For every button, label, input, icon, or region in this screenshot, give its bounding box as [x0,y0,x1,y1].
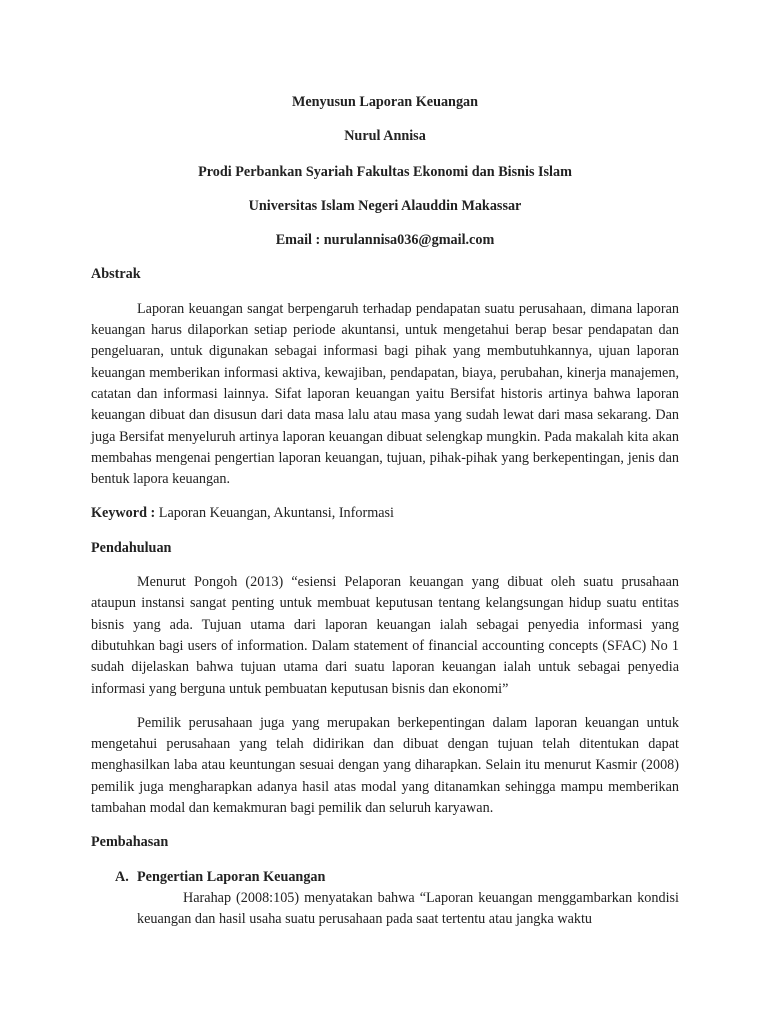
author-email: Email : nurulannisa036@gmail.com [275,232,495,249]
section-a-text: Harahap (2008:105) menyatakan bahwa “Laporan keuangan menggambarkan kondisi keuangan dan hasil usaha suatu perusahaan pada saat tertentu atau jangka waktu [137,889,679,928]
section-a-heading [115,867,679,888]
study-program: Prodi Perbankan Syariah Fakultas Ekonomi dan Bisnis Islam [198,163,572,180]
abstract-text: Laporan keuangan sangat berpengaruh terhadap pendapatan suatu perusahaan, dimana laporan keuangan harus dilaporkan setiap periode akuntansi, untuk mengetahui berap besar pendapatan dan pengeluaran, untuk digunakan sebagai informasi bagi pihak yang membutuhkannya, ujuan laporan keuangan memberikan informasi aktiva, kewajiban, pendapatan, biaya, perubahan, kinerja manajemen, catatan dan informasi lainnya. Sifat laporan keuangan yaitu Bersifat historis artinya bahwa laporan keuangan dibuat dan disusun dari data masa lalu atau masa yang sudah lewat dari masa sekarang. Dan juga Bersifat menyeluruh artinya laporan keuangan dibuat selengkap mungkin. Pada makalah kita akan membahas mengenai pengertian laporan keuangan, tujuan, pihak-pihak yang berkepentingan, jenis dan bentuk lapora keuangan. [91,300,679,488]
discussion-heading: Pembahasan [91,834,169,851]
section-a-title: Pengertian Laporan Keuangan [137,868,326,885]
university-name: Universitas Islam Negeri Alauddin Makassar [248,197,522,214]
section-a-number: A. [115,868,129,885]
intro-heading: Pendahuluan [91,539,172,556]
author-name: Nurul Annisa [344,128,426,145]
document-title: Menyusun Laporan Keuangan [291,94,479,110]
abstract-heading: Abstrak [91,266,141,283]
intro-paragraph-1: Menurut Pongoh (2013) “esiensi Pelaporan keuangan yang dibuat oleh suatu prusahaan ataupun instansi sangat penting untuk membuat keputusan tentang kelangsungan hidup suatu entitas bisnis yang ada. Tujuan utama dari laporan keuangan ialah sebagai penyedia informasi yang dibutuhkan bagi users of information. Dalam statement of financial accounting concepts (SFAC) No 1 sudah dijelaskan bahwa tujuan utama dari suatu laporan keuangan ialah untuk sebagai penyedia informasi yang berguna untuk pembuatan keputusan bisnis dan ekonomi” [91,574,679,697]
keywords-label: Keyword : [91,505,156,522]
intro-paragraph-2: Pemilik perusahaan juga yang merupakan berkepentingan dalam laporan keuangan untuk mengetahui perusahaan yang telah didirikan dan dibuat dengan tujuan telah ditentukan dapat menghasilkan laba atau keuntungan sesuai dengan yang diharapkan. Selain itu menurut Kasmir (2008) pemilik juga mengharapkan adanya hasil atas modal yang ditanamkan sehingga mampu memberikan tambahan modal dan kemakmuran bagi pemilik dan seluruh karyawan. [91,714,679,817]
keywords-text: Laporan Keuangan, Akuntansi, Informasi [155,505,394,522]
keywords-line [91,503,679,524]
